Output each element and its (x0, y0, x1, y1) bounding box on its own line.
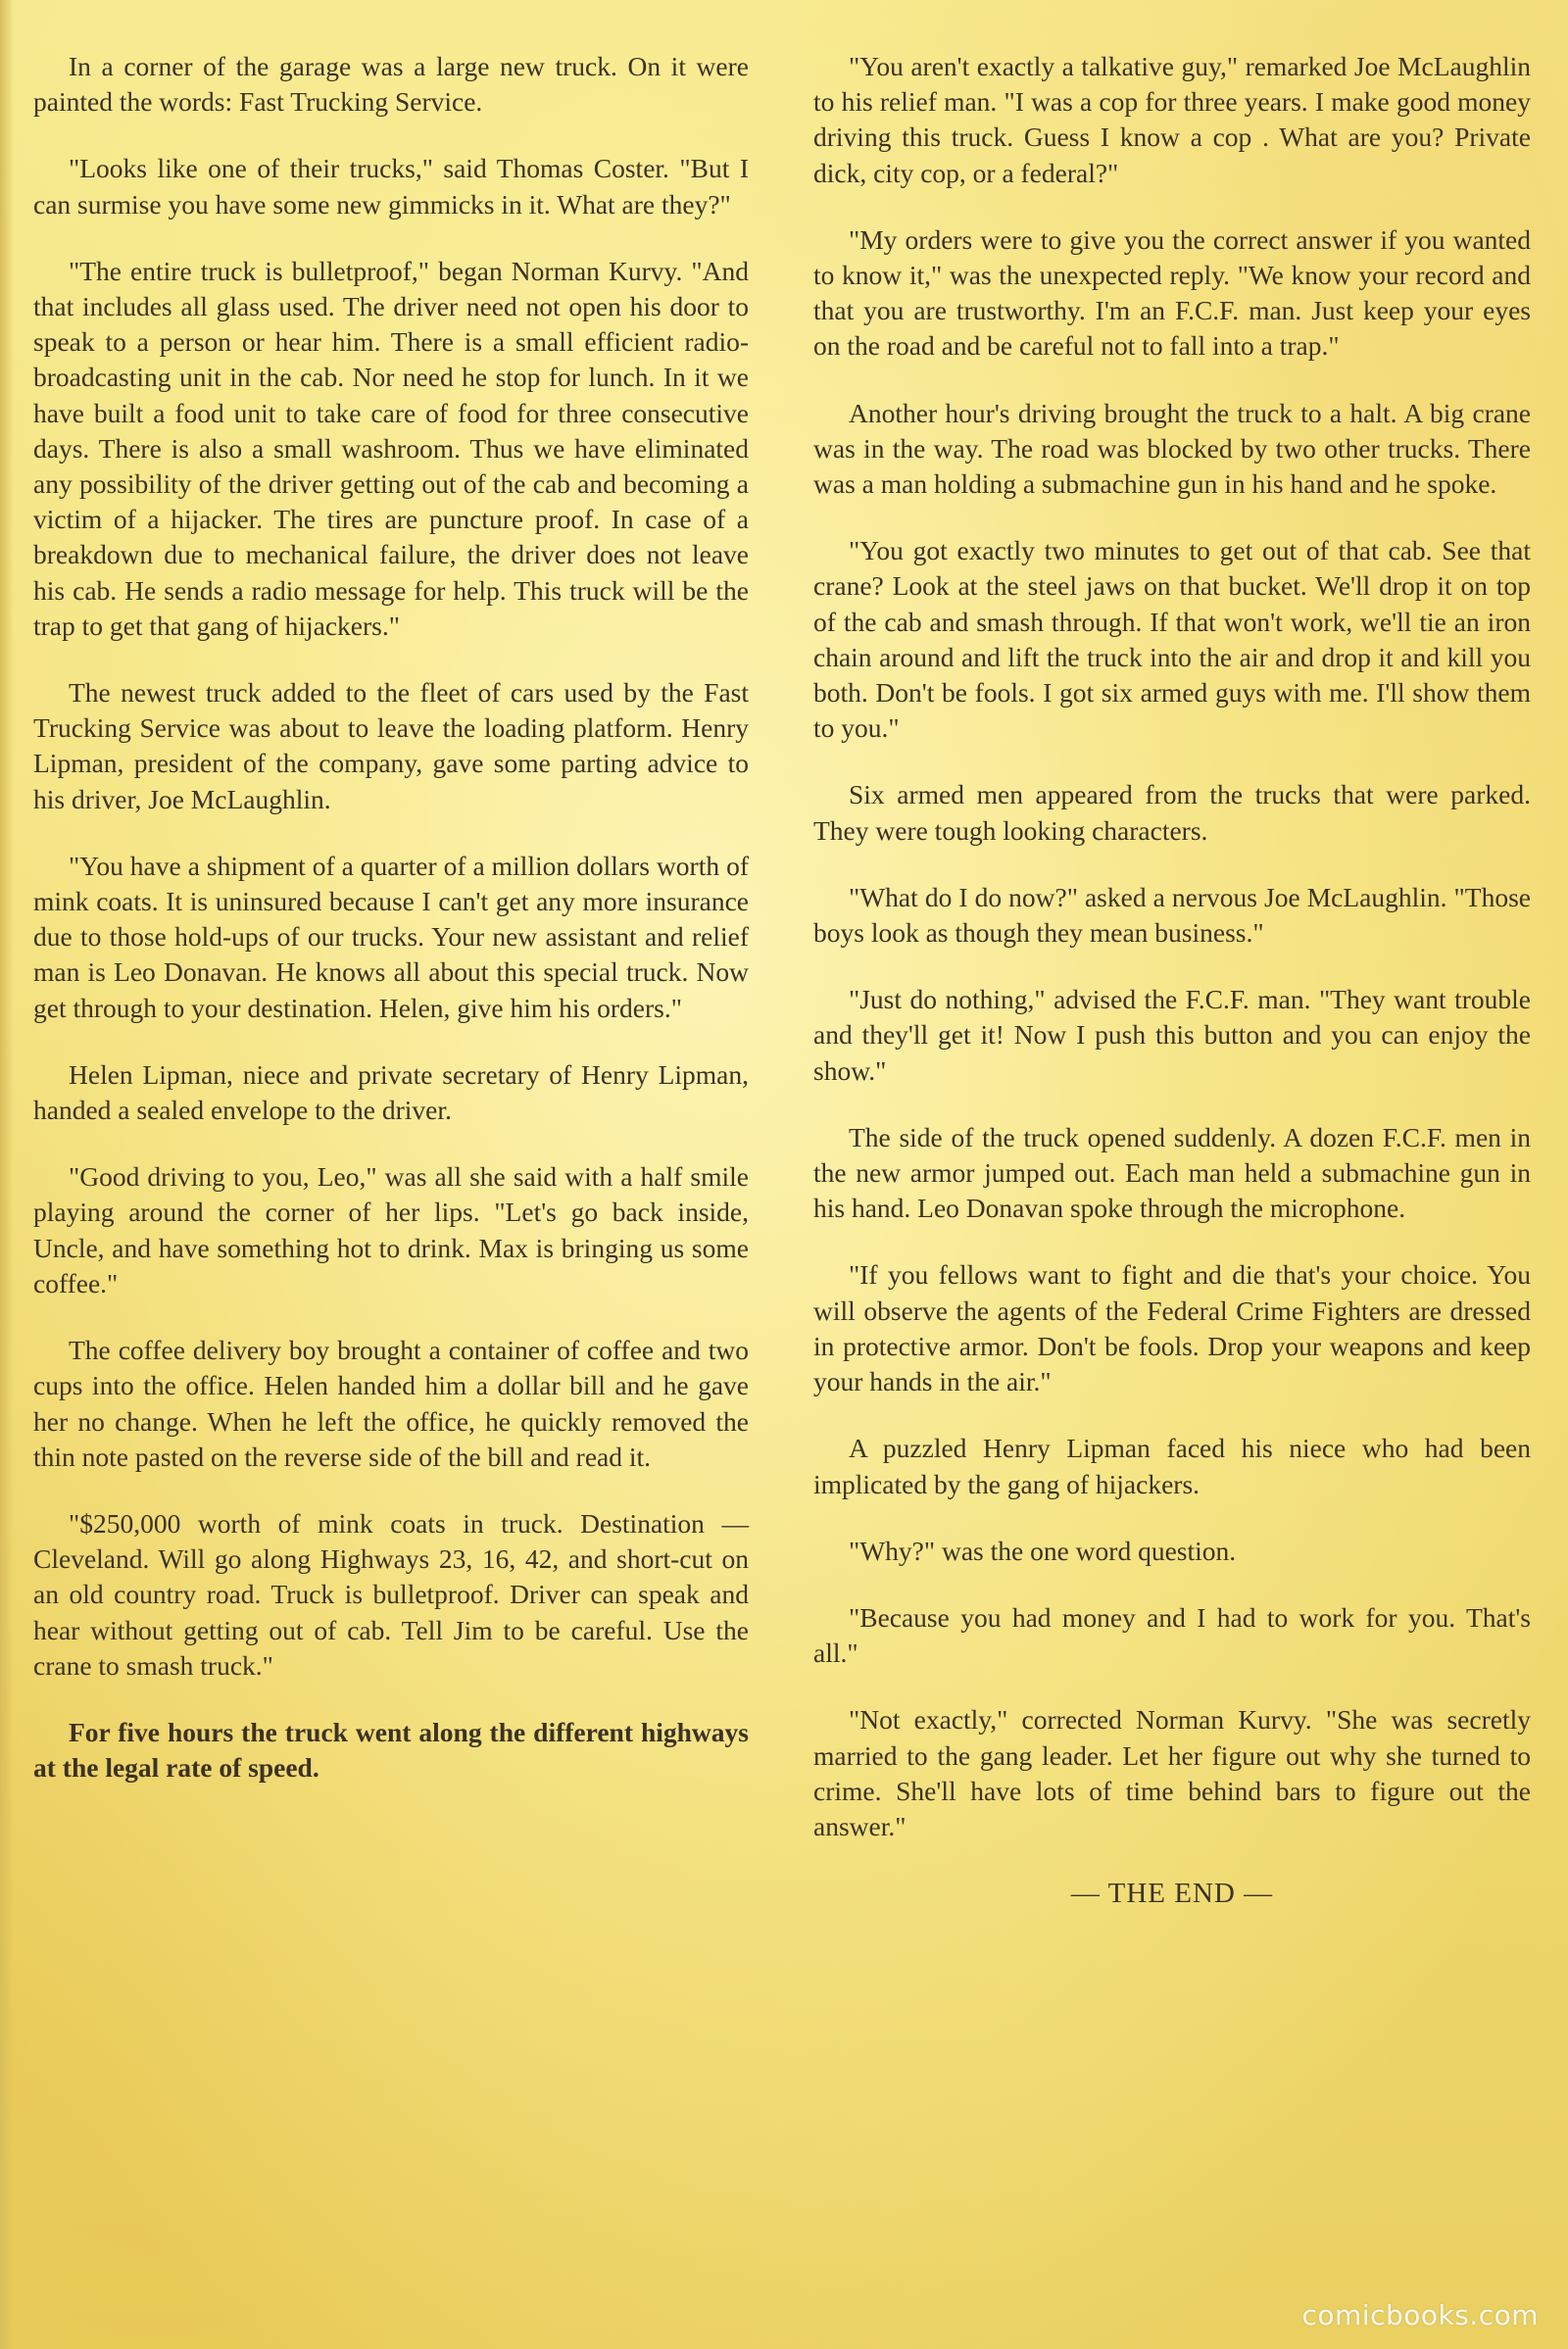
paragraph: "The entire truck is bulletproof," began Norman Kurvy. "And that includes all glass used. The driver need not open his door to speak to a person or hear him. There is a small efficient radio-broadcasting unit in the cab. Nor need he stop for lunch. In it we have built a food unit to take care of food for three consecutive days. There is also a small washroom. Thus we have eliminated any possibility of the driver getting out of the cab and becoming a victim of a hijacker. The tires are puncture proof. In case of a breakdown due to mechanical failure, the driver does not leave his cab. He sends a radio message for help. This truck will be the trap to get that gang of hijackers." (33, 255, 749, 641)
left-text-column (33, 49, 749, 1786)
paragraph: "If you fellows want to fight and die that's your choice. You will observe the agents of the Federal Crime Fighters are dressed in protective armor. Don't be fools. Drop your weapons and keep your hands in the air." (813, 1259, 1531, 1397)
paragraph: In a corner of the garage was a large new truck. On it were painted the words: Fast Trucking Service. (33, 51, 749, 118)
page-edge-shadow (0, 0, 14, 2349)
paragraph: The coffee delivery boy brought a container of coffee and two cups into the office. Helen handed him a dollar bill and he gave her no change. When he left the office, he quickly removed the thin note pasted on the reverse side of the bill and read it. (33, 1335, 749, 1472)
the-end-marker: — THE END — (1070, 1878, 1274, 1910)
paragraph: "What do I do now?" asked a nervous Joe McLaughlin. "Those boys look as though they mean business." (813, 881, 1531, 949)
paragraph: "Not exactly," corrected Norman Kurvy. "She was secretly married to the gang leader. Let her figure out why she turned to crime. She'll have lots of time behind bars to figure out the answer." (813, 1704, 1531, 1841)
paragraph: For five hours the truck went along the different highways at the legal rate of speed. (33, 1716, 749, 1784)
paragraph: "You have a shipment of a quarter of a million dollars worth of mink coats. It is uninsured because I can't get any more insurance due to those hold-ups of our trucks. Your new assistant and relief man is Leo Donavan. He knows all about this special truck. Now get through to your destination. Helen, give him his orders." (33, 850, 749, 1023)
paragraph: "Because you had money and I had to work for you. That's all." (813, 1601, 1531, 1669)
paragraph: "Why?" was the one word question. (849, 1535, 1237, 1566)
paragraph: The side of the truck opened suddenly. A dozen F.C.F. men in the new armor jumped out. Each man held a submachine gun in his hand. Leo Donavan spoke through the microphone. (813, 1121, 1531, 1224)
paragraph: A puzzled Henry Lipman faced his niece who had been implicated by the gang of hijackers. (813, 1433, 1531, 1499)
paragraph: "Good driving to you, Leo," was all she said with a half smile playing around the corner of her lips. "Let's go back inside, Uncle, and have something hot to drink. Max is bringing us some coffee." (33, 1161, 749, 1298)
paragraph: Helen Lipman, niece and private secretary of Henry Lipman, handed a sealed envelope to the driver. (33, 1058, 749, 1126)
right-text-column (813, 49, 1531, 1942)
paragraph: "You aren't exactly a talkative guy," remarked Joe McLaughlin to his relief man. "I was a cop for three years. I make good money driving this truck. Guess I know a cop . What are you? Private dick, city cop, or a federal?" (813, 51, 1531, 188)
site-watermark: comicbooks.com (1301, 2299, 1539, 2331)
paragraph: "Looks like one of their trucks," said Thomas Coster. "But I can surmise you have some new gimmicks in it. What are they?" (33, 153, 749, 220)
paragraph: Six armed men appeared from the trucks that were parked. They were tough looking characters. (813, 779, 1531, 846)
paragraph: The newest truck added to the fleet of cars used by the Fast Trucking Service was about to leave the loading platform. Henry Lipman, president of the company, gave some parting advice to his driver, Joe McLaughlin. (33, 677, 749, 814)
paragraph: "My orders were to give you the correct answer if you wanted to know it," was the unexpected reply. "We know your record and that you are trustworthy. I'm an F.C.F. man. Just keep your eyes on the road and be careful not to fall into a trap." (813, 223, 1531, 362)
paragraph: "You got exactly two minutes to get out of that cab. See that crane? Look at the steel jaws on that bucket. We'll drop it on top of the cab and smash through. If that won't work, we'll tie an iron chain around and lift the truck into the air and drop it and kill you both. Don't be fools. I got six armed guys with me. I'll show them to you." (813, 535, 1531, 744)
paragraph: "$250,000 worth of mink coats in truck. Destination — Cleveland. Will go along Highways 23, 16, 42, and short-cut on an old country road. Truck is bulletproof. Driver can speak and hear without getting out of cab. Tell Jim to be careful. Use the crane to smash truck." (33, 1507, 749, 1681)
paragraph: "Just do nothing," advised the F.C.F. man. "They want trouble and they'll get it! Now I push this button and you can enjoy the show." (813, 984, 1531, 1086)
paragraph: Another hour's driving brought the truck to a halt. A big crane was in the way. The road was blocked by two other trucks. There was a man holding a submachine gun in his hand and he spoke. (813, 397, 1531, 500)
